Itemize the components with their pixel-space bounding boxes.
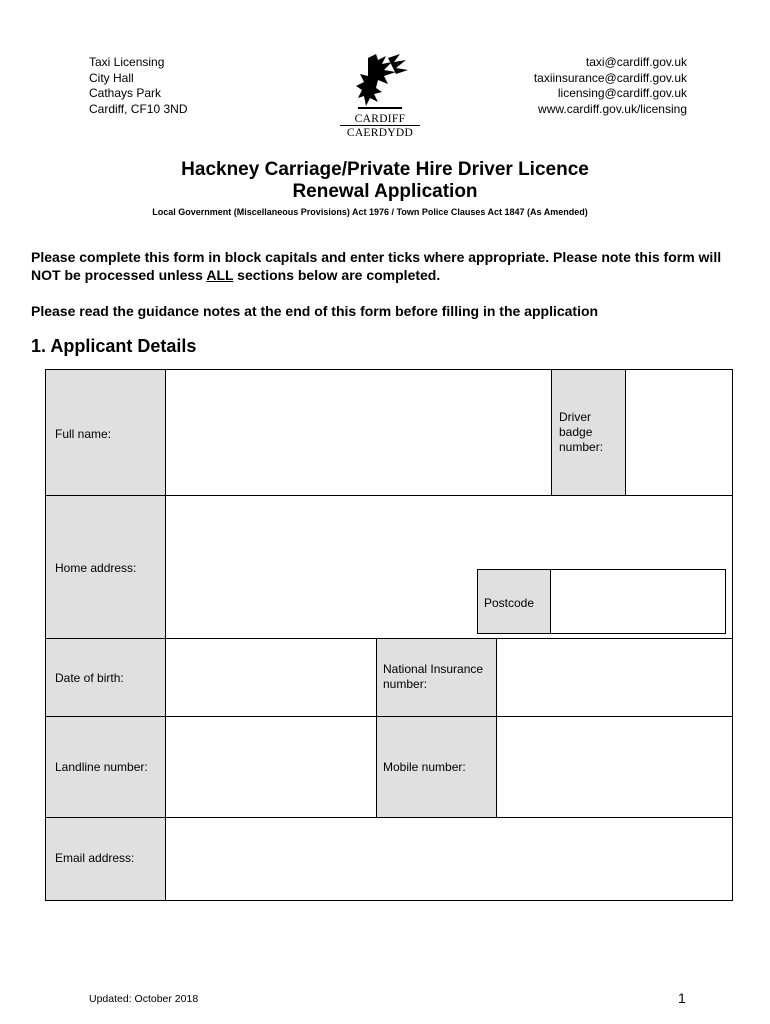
title-line-1: Hackney Carriage/Private Hire Driver Licence [181, 159, 589, 180]
contact-email: taxi@cardiff.gov.uk [585, 55, 687, 69]
home-address-label: Home address: [55, 561, 137, 575]
cardiff-logo [340, 52, 420, 140]
logo-text-cardiff: CARDIFF [354, 113, 406, 125]
dragon-emblem-icon [348, 52, 412, 112]
page-title [0, 159, 770, 203]
instruction-text: Please complete this form in block capitals and enter ticks where appropriate. Please note this form will NOT be processed unless [31, 249, 722, 283]
section-heading-applicant-details: 1. Applicant Details [31, 336, 197, 356]
dob-label-cell [45, 638, 166, 717]
mobile-number-input[interactable] [496, 716, 733, 818]
badge-label: Driver badge number: [559, 410, 604, 454]
full-name-input[interactable] [165, 369, 552, 496]
email-address-input[interactable] [165, 817, 733, 901]
email-label-cell [45, 817, 166, 901]
dob-label: Date of birth: [55, 671, 124, 685]
address-line: Taxi Licensing [89, 55, 165, 69]
address-line: Cardiff, CF10 3ND [89, 101, 188, 116]
postcode-input[interactable] [550, 569, 726, 634]
mobile-label-cell [376, 716, 497, 818]
landline-label-cell [45, 716, 166, 818]
title-line-2: Renewal Application [292, 181, 478, 202]
badge-label-cell [551, 369, 626, 496]
postcode-label: Postcode [484, 596, 535, 610]
full-name-label-cell [45, 369, 166, 496]
mobile-label: Mobile number: [383, 760, 466, 774]
landline-input[interactable] [165, 716, 377, 818]
council-address [89, 55, 187, 117]
instruction-guidance-notes: Please read the guidance notes at the end of this form before filling in the application [31, 303, 599, 319]
contact-website: www.cardiff.gov.uk/licensing [538, 101, 687, 116]
legislation-reference: Local Government (Miscellaneous Provisions) Act 1976 / Town Police Clauses Act 1847 (As Amended) [152, 207, 588, 217]
home-address-label-cell [45, 495, 166, 639]
badge-number-input[interactable] [625, 369, 733, 496]
instruction-text: sections below are completed. [233, 267, 441, 283]
contact-email: taxiinsurance@cardiff.gov.uk [533, 70, 687, 85]
dob-input[interactable] [165, 638, 377, 717]
instruction-all-emphasis: ALL [206, 267, 234, 283]
logo-text-caerdydd: CAERDYDD [340, 125, 420, 139]
address-line: City Hall [89, 70, 134, 85]
updated-date: Updated: October 2018 [89, 993, 199, 1005]
council-contacts [534, 55, 687, 117]
email-label: Email address: [55, 851, 135, 865]
ni-label: National Insurance number: [383, 662, 484, 691]
instruction-block-capitals [31, 248, 741, 284]
ni-label-cell [376, 638, 497, 717]
postcode-label-cell [477, 569, 551, 634]
full-name-label: Full name: [55, 427, 112, 441]
page-number: 1 [678, 990, 686, 1006]
ni-number-input[interactable] [496, 638, 733, 717]
contact-email: licensing@cardiff.gov.uk [557, 86, 687, 100]
landline-label: Landline number: [55, 760, 148, 774]
address-line: Cathays Park [89, 86, 162, 100]
